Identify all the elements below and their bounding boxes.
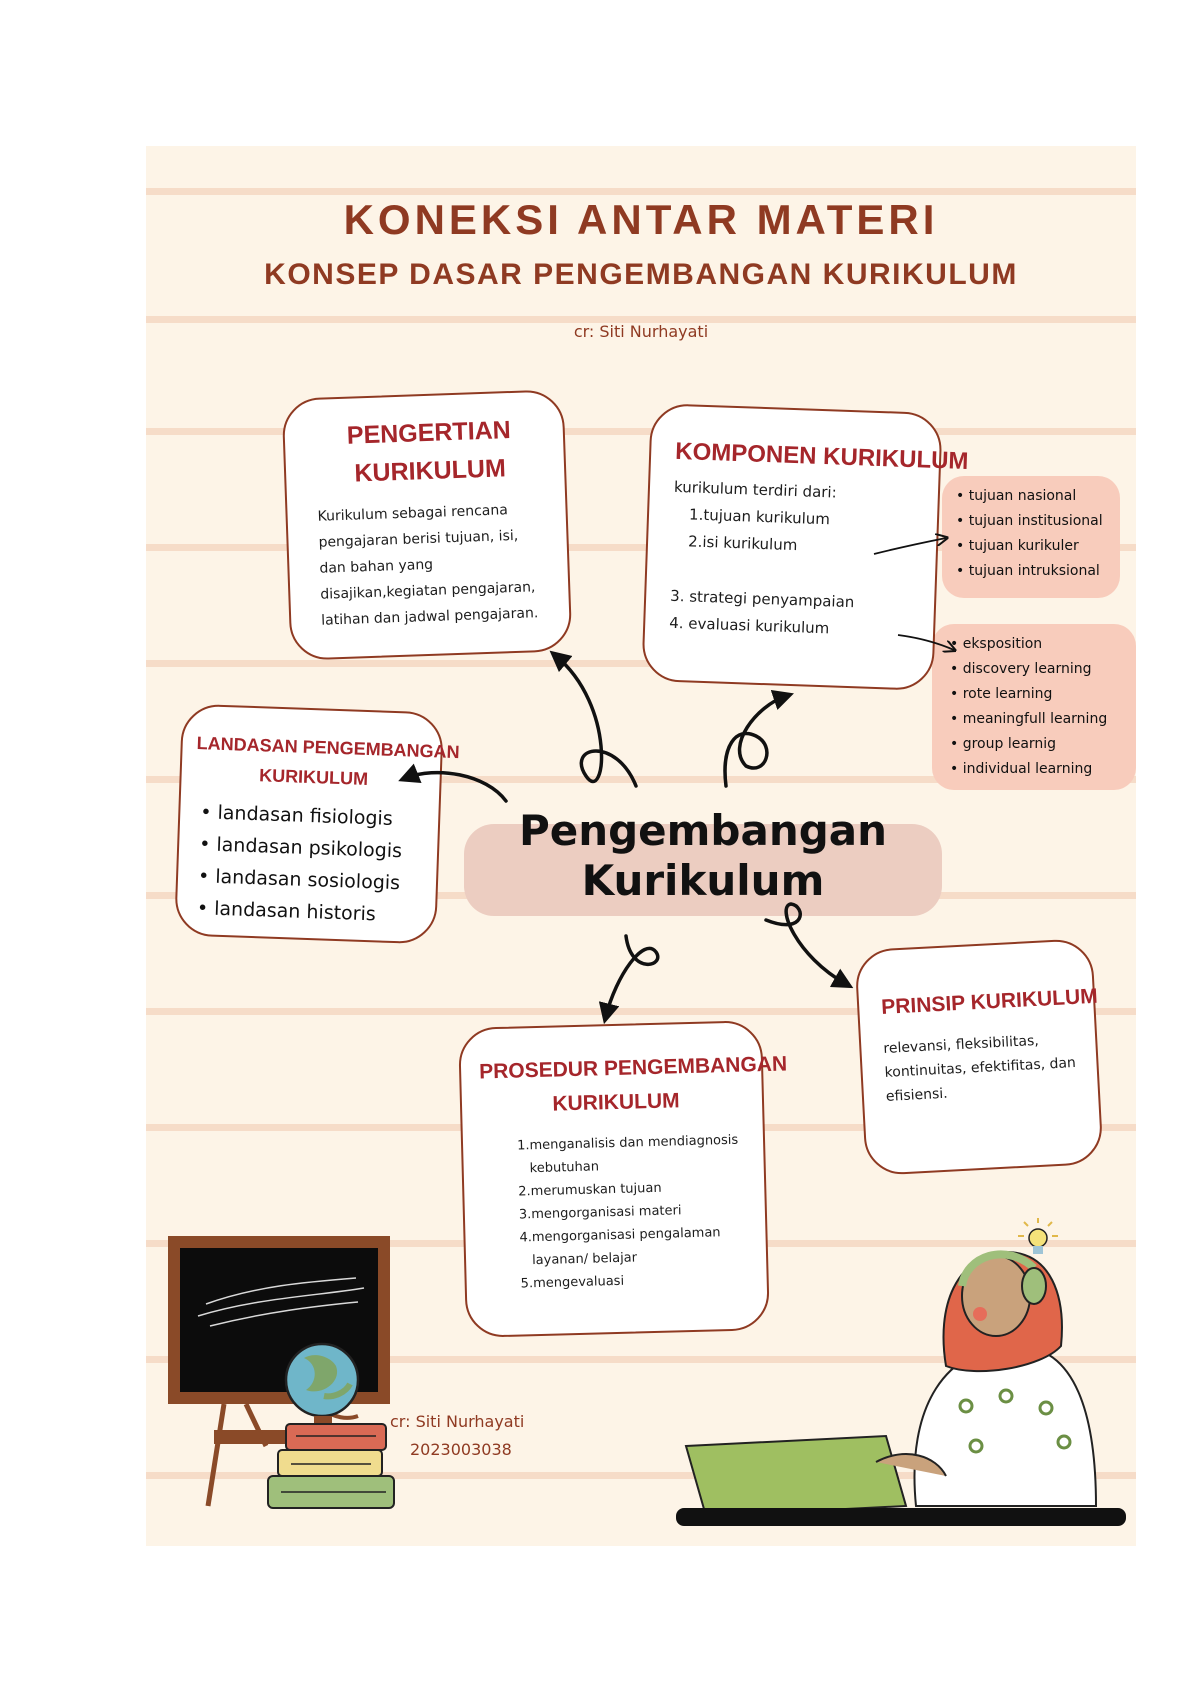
pengertian-title: KURIKULUM xyxy=(353,454,507,488)
tujuan-note-item: • tujuan kurikuler xyxy=(956,538,1079,554)
komponen-item: 4. evaluasi kurikulum xyxy=(668,613,830,638)
prosedur-item: 2.merumuskan tujuan xyxy=(518,1180,662,1200)
strategi-note-item: • discovery learning xyxy=(950,661,1092,677)
landasan-title: KURIKULUM xyxy=(258,765,369,790)
prinsip-line: kontinuitas, efektifitas, dan xyxy=(884,1054,1077,1081)
pengertian-line: pengajaran berisi tujuan, isi, xyxy=(318,527,519,551)
landasan-item: • landasan fisiologis xyxy=(199,801,394,830)
center-topic-line: Kurikulum xyxy=(581,856,825,905)
landasan-title: LANDASAN PENGEMBANGAN xyxy=(196,733,460,763)
student-with-laptop-illustration xyxy=(146,146,1136,1546)
page-subtitle: KONSEP DASAR PENGEMBANGAN KURIKULUM xyxy=(264,258,1018,291)
prinsip-line: relevansi, fleksibilitas, xyxy=(883,1032,1040,1057)
pengertian-line: Kurikulum sebagai rencana xyxy=(317,502,509,525)
komponen-item: 2.isi kurikulum xyxy=(687,532,798,555)
pengertian-line: dan bahan yang xyxy=(319,556,434,577)
komponen-title: KOMPONEN KURIKULUM xyxy=(674,437,969,476)
prosedur-item: kebutuhan xyxy=(529,1159,600,1177)
credit-id: 2023003038 xyxy=(410,1440,512,1459)
komponen-item: 1.tujuan kurikulum xyxy=(688,505,831,529)
page-title: KONEKSI ANTAR MATERI xyxy=(343,196,939,243)
strategi-note-item: • rote learning xyxy=(950,686,1053,702)
poster xyxy=(146,146,1136,1546)
pengertian-line: latihan dan jadwal pengajaran. xyxy=(320,605,539,629)
tujuan-note-item: • tujuan institusional xyxy=(956,513,1103,529)
strategi-note-item: • eksposition xyxy=(950,636,1043,652)
prinsip-title: PRINSIP KURIKULUM xyxy=(880,984,1099,1020)
pengertian-title: PENGERTIAN xyxy=(346,416,512,450)
credit-name: cr: Siti Nurhayati xyxy=(390,1412,525,1431)
prosedur-title: PROSEDUR PENGEMBANGAN xyxy=(478,1052,788,1084)
tujuan-note-item: • tujuan intruksional xyxy=(956,563,1100,579)
prosedur-item: 4.mengorganisasi pengalaman xyxy=(519,1225,721,1246)
strategi-note-item: • group learnig xyxy=(950,736,1057,752)
prosedur-item: 1.menganalisis dan mendiagnosis xyxy=(516,1132,739,1154)
landasan-item: • landasan sosiologis xyxy=(197,865,401,895)
prosedur-item: 5.mengevaluasi xyxy=(520,1273,625,1292)
komponen-intro: kurikulum terdiri dari: xyxy=(673,477,838,502)
author-credit: cr: Siti Nurhayati xyxy=(573,322,709,341)
prosedur-item: layanan/ belajar xyxy=(531,1250,638,1269)
prosedur-item: 3.mengorganisasi materi xyxy=(518,1203,682,1223)
komponen-item: 3. strategi penyampaian xyxy=(669,586,855,612)
landasan-item: • landasan psikologis xyxy=(198,833,403,863)
strategi-note-item: • meaningfull learning xyxy=(950,711,1108,727)
prosedur-title: KURIKULUM xyxy=(552,1089,680,1116)
prinsip-line: efisiensi. xyxy=(885,1085,949,1105)
strategi-note-item: • individual learning xyxy=(950,761,1093,777)
lightbulb-icon xyxy=(1018,1218,1058,1254)
landasan-item: • landasan historis xyxy=(196,897,377,926)
center-topic-line: Pengembangan xyxy=(518,806,888,855)
tujuan-note-item: • tujuan nasional xyxy=(956,488,1077,504)
pengertian-line: disajikan,kegiatan pengajaran, xyxy=(320,579,536,603)
